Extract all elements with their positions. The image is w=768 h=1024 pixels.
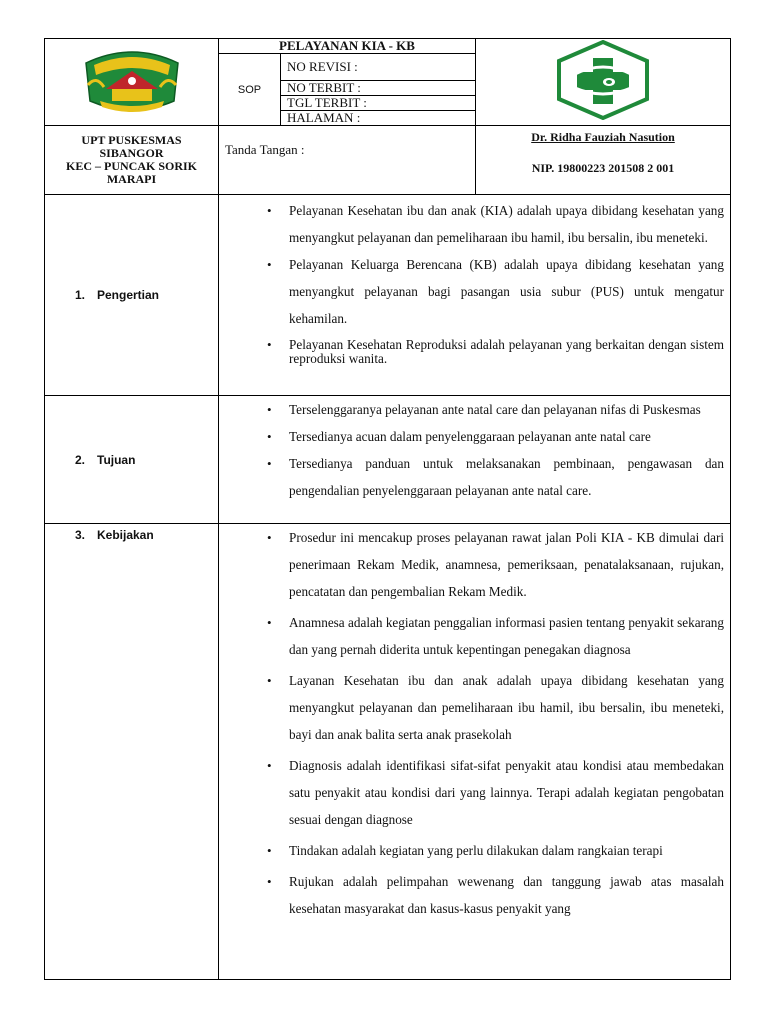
regency-emblem-icon — [76, 45, 188, 115]
sop-document — [44, 38, 730, 980]
list-item: • Terselenggaranya pelayanan ante natal care dan pelayanan nifas di Puskesmas — [219, 396, 724, 423]
signature-field: Tanda Tangan : — [219, 126, 476, 195]
puskesmas-logo-icon — [553, 40, 653, 120]
list-item: • Tersedianya acuan dalam penyelenggaraan pelayanan ante natal care — [219, 423, 724, 450]
no-terbit-field: NO TERBIT : — [281, 81, 476, 96]
list-item: • Tindakan adalah kegiatan yang perlu dilakukan dalam rangkaian terapi — [219, 837, 724, 864]
content-table — [44, 194, 731, 980]
doctor-info — [476, 126, 731, 195]
list-item: • Layanan Kesehatan ibu dan anak adalah upaya dibidang kesehatan yang menyangkut pelayanan dan pemeliharaan ibu hamil, ibu bersalin, ibu meneteki, bayi dan anak balita serta anak prasekolah — [219, 667, 724, 748]
list-item: • Tersedianya panduan untuk melaksanakan pembinaan, pengawasan dan pengendalian penyelenggaraan pelayanan ante natal care. — [219, 450, 724, 504]
sop-label: SOP — [219, 54, 281, 126]
halaman-field: HALAMAN : — [281, 111, 476, 126]
section-label-pengertian: 1. Pengertian — [45, 195, 219, 396]
list-item: • Pelayanan Kesehatan Reproduksi adalah pelayanan yang berkaitan dengan sistem reproduksi wanita. — [219, 338, 724, 366]
org-line-4: MARAPI — [106, 172, 157, 186]
header-table — [44, 38, 731, 195]
doctor-name: Dr. Ridha Fauziah Nasution — [531, 130, 675, 144]
list-item: • Rujukan adalah pelimpahan wewenang dan tanggung jawab atas masalah kesehatan masyarakat dan kasus-kasus penyakit yang — [219, 868, 724, 922]
puskesmas-logo-cell — [476, 39, 731, 126]
section-label-tujuan: 2. Tujuan — [45, 396, 219, 524]
section-label-kebijakan: 3. Kebijakan — [45, 524, 219, 980]
list-item: • Prosedur ini mencakup proses pelayanan rawat jalan Poli KIA - KB dimulai dari penerimaan Rekam Medik, anamnesa, pemeriksaan, penatalaksanaan, rujukan, pencatatan dan pengembalian Rekam Medik. — [219, 524, 724, 605]
org-line-3: KEC – PUNCAK SORIK — [65, 159, 197, 173]
organization-name — [45, 126, 219, 195]
section-content-tujuan — [219, 396, 731, 524]
doctor-nip: NIP. 19800223 201508 2 001 — [531, 161, 675, 175]
document-title: PELAYANAN KIA - KB — [219, 39, 476, 54]
list-item: • Anamnesa adalah kegiatan penggalian informasi pasien tentang penyakit sekarang dan yang pernah diderita untuk kepentingan penegakan diagnosa — [219, 609, 724, 663]
org-line-2: SIBANGOR — [99, 146, 164, 160]
section-content-kebijakan — [219, 524, 731, 980]
list-item: • Pelayanan Kesehatan ibu dan anak (KIA) adalah upaya dibidang kesehatan yang menyangkut pelayanan dan pemeliharaan ibu hamil, ibu bersalin, ibu meneteki. — [219, 197, 724, 251]
regency-logo-cell — [45, 39, 219, 126]
tgl-terbit-field: TGL TERBIT : — [281, 96, 476, 111]
list-item: • Pelayanan Keluarga Berencana (KB) adalah upaya dibidang kesehatan yang menyangkut pelayanan bagi pasangan usia subur (PUS) untuk mengatur kehamilan. — [219, 251, 724, 332]
section-content-pengertian — [219, 195, 731, 396]
list-item: • Diagnosis adalah identifikasi sifat-sifat penyakit atau kondisi atau membedakan satu penyakit atau kondisi dari yang lainnya. Terapi adalah kegiatan pengobatan sesuai dengan diagnose — [219, 752, 724, 833]
org-line-1: UPT PUSKESMAS — [81, 133, 182, 147]
no-revisi-field: NO REVISI : — [281, 54, 476, 81]
